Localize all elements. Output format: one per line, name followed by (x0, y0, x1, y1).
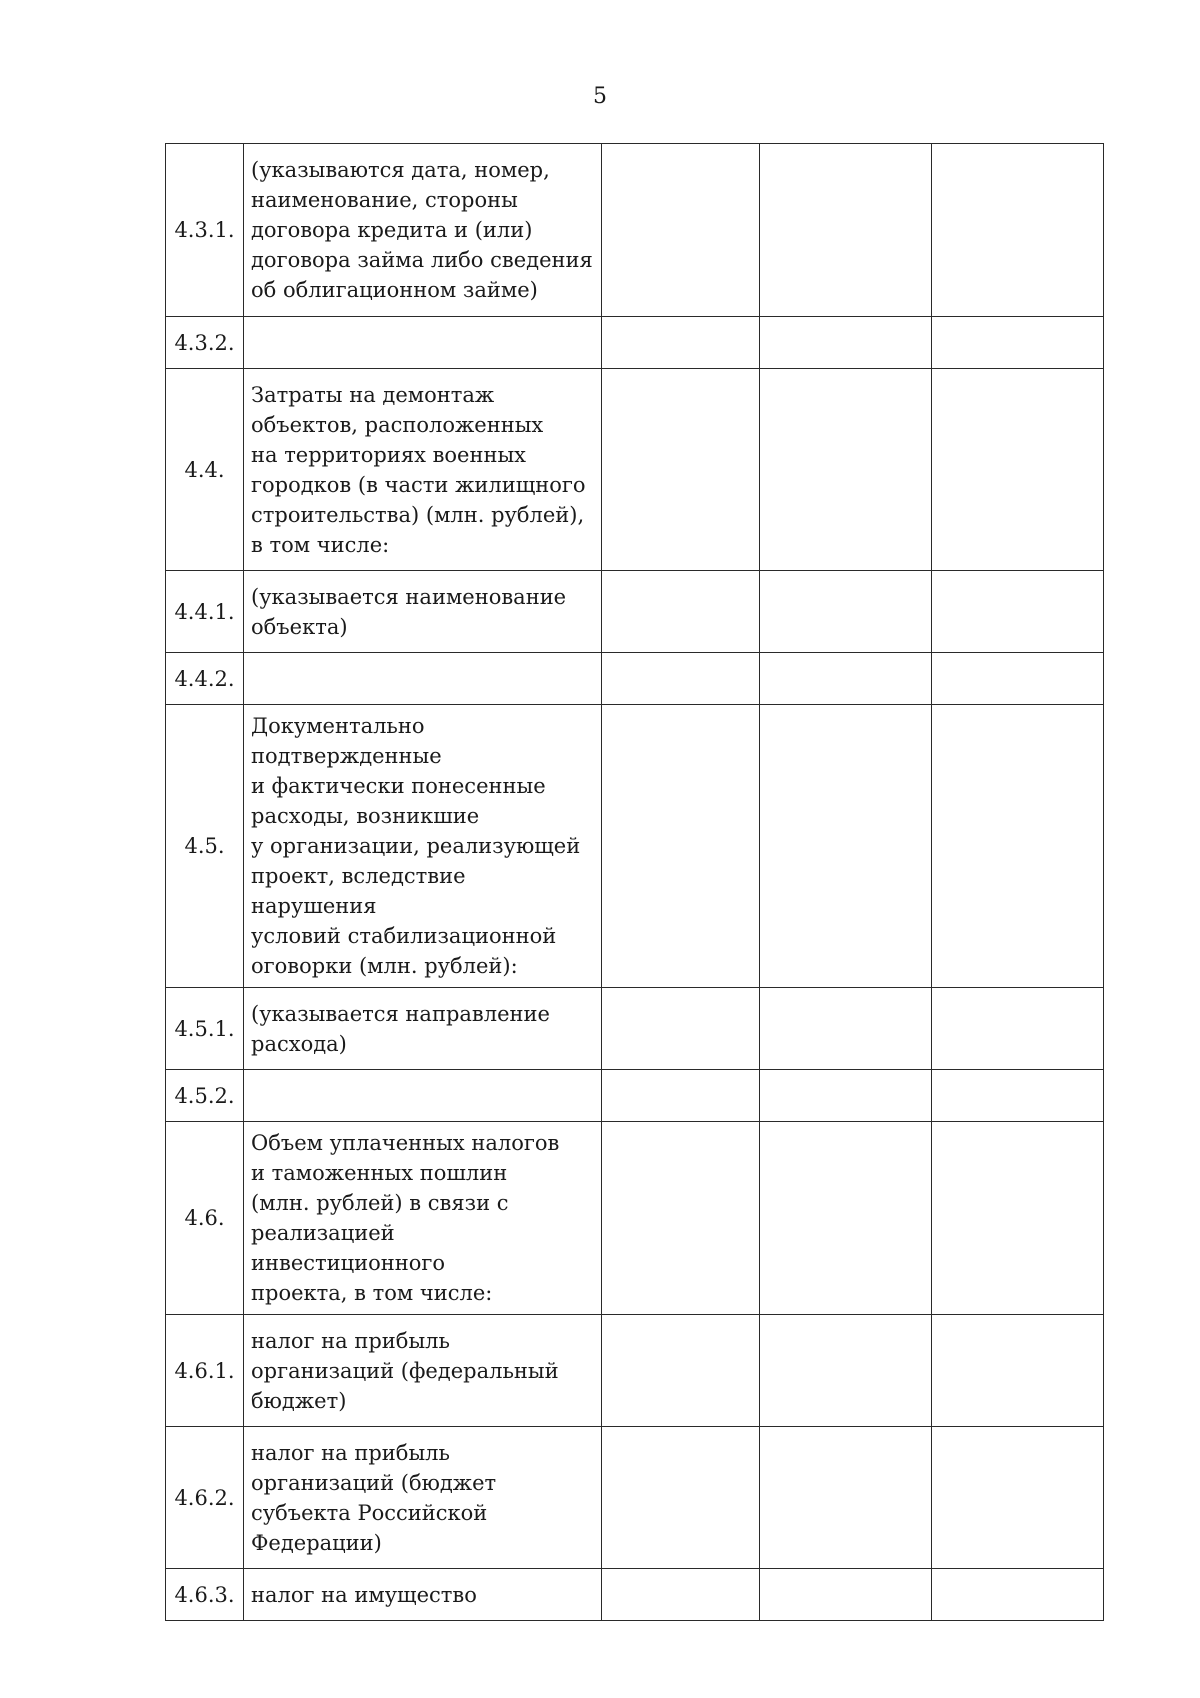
value-cell (760, 1315, 932, 1427)
value-cell (932, 705, 1104, 988)
value-cell (602, 1427, 760, 1569)
row-description-cell (244, 317, 602, 369)
value-cell (602, 317, 760, 369)
row-description: (указывается наименование объекта) (251, 584, 567, 639)
table-row (166, 705, 1104, 988)
row-description: налог на прибыль организаций (федеральный бюджет) (251, 1328, 559, 1413)
row-number-cell (166, 705, 244, 988)
row-number: 4.5.2. (174, 1083, 235, 1108)
value-cell (760, 705, 932, 988)
row-number: 4.4.1. (174, 599, 235, 624)
table-row (166, 571, 1104, 653)
row-number-cell (166, 1315, 244, 1427)
value-cell (760, 988, 932, 1070)
row-description-cell (244, 653, 602, 705)
table-row (166, 1569, 1104, 1621)
value-cell (602, 144, 760, 317)
value-cell (932, 1315, 1104, 1427)
table-row (166, 317, 1104, 369)
row-number: 4.5. (184, 834, 225, 858)
value-cell (602, 988, 760, 1070)
row-description: налог на имущество (251, 1582, 477, 1607)
row-description-cell (244, 1122, 602, 1315)
row-number-cell (166, 144, 244, 317)
row-number: 4.6. (184, 1206, 225, 1230)
row-description-cell (244, 571, 602, 653)
row-description-cell (244, 144, 602, 317)
value-cell (760, 144, 932, 317)
table-row (166, 144, 1104, 317)
value-cell (602, 369, 760, 571)
value-cell (760, 369, 932, 571)
value-cell (932, 317, 1104, 369)
value-cell (602, 705, 760, 988)
row-number: 4.6.2. (174, 1485, 235, 1510)
value-cell (760, 1122, 932, 1315)
value-cell (602, 1070, 760, 1122)
value-cell (602, 1122, 760, 1315)
value-cell (760, 1569, 932, 1621)
row-description-cell (244, 1569, 602, 1621)
row-description: налог на прибыль организаций (бюджет субъекта Российской Федерации) (251, 1440, 497, 1555)
row-description: Документально подтвержденные и фактически понесенные расходы, возникшие у организации, реализующей проект, вследствие нарушения условий стабилизационной оговорки (млн. рублей): (251, 714, 581, 978)
row-description-cell (244, 1427, 602, 1569)
row-description: (указываются дата, номер, наименование, стороны договора кредита и (или) договора займа либо сведения об облигационном займе) (251, 158, 593, 302)
value-cell (760, 653, 932, 705)
row-number-cell (166, 1070, 244, 1122)
row-description-cell (244, 988, 602, 1070)
value-cell (602, 653, 760, 705)
value-cell (932, 571, 1104, 653)
row-description-cell (244, 1315, 602, 1427)
table-row (166, 1427, 1104, 1569)
row-number: 4.3.1. (174, 218, 235, 242)
value-cell (932, 1569, 1104, 1621)
row-number-cell (166, 369, 244, 571)
row-number-cell (166, 1427, 244, 1569)
row-number-cell (166, 653, 244, 705)
value-cell (760, 571, 932, 653)
row-description-cell (244, 1070, 602, 1122)
row-number-cell (166, 988, 244, 1070)
value-cell (932, 1070, 1104, 1122)
value-cell (932, 1122, 1104, 1315)
value-cell (932, 653, 1104, 705)
value-cell (760, 1427, 932, 1569)
row-number-cell (166, 1569, 244, 1621)
table-row (166, 988, 1104, 1070)
row-number-cell (166, 317, 244, 369)
table-row (166, 653, 1104, 705)
row-description: Объем уплаченных налогов и таможенных пошлин (млн. рублей) в связи с реализацией инвестиционного проекта, в том числе: (251, 1131, 560, 1305)
row-description: (указывается направление расхода) (251, 1001, 550, 1056)
value-cell (932, 369, 1104, 571)
row-number: 4.6.3. (174, 1582, 235, 1607)
report-table (165, 143, 1104, 1621)
row-number-cell (166, 571, 244, 653)
value-cell (602, 1569, 760, 1621)
value-cell (602, 1315, 760, 1427)
row-description-cell (244, 705, 602, 988)
row-description-cell (244, 369, 602, 571)
table-row (166, 1315, 1104, 1427)
value-cell (932, 988, 1104, 1070)
table-row (166, 1070, 1104, 1122)
table-row (166, 1122, 1104, 1315)
row-number-cell (166, 1122, 244, 1315)
row-number: 4.5.1. (174, 1016, 235, 1041)
row-description: Затраты на демонтаж объектов, расположенных на территориях военных городков (в части жилищного строительства) (млн. рублей), в том числе: (251, 382, 586, 557)
value-cell (932, 144, 1104, 317)
value-cell (932, 1427, 1104, 1569)
row-number: 4.6.1. (174, 1358, 235, 1383)
row-number: 4.4.2. (174, 666, 235, 691)
value-cell (602, 571, 760, 653)
table-row (166, 369, 1104, 571)
page-number: 5 (593, 84, 607, 109)
row-number: 4.3.2. (174, 330, 235, 355)
value-cell (760, 317, 932, 369)
row-number: 4.4. (184, 457, 225, 482)
value-cell (760, 1070, 932, 1122)
